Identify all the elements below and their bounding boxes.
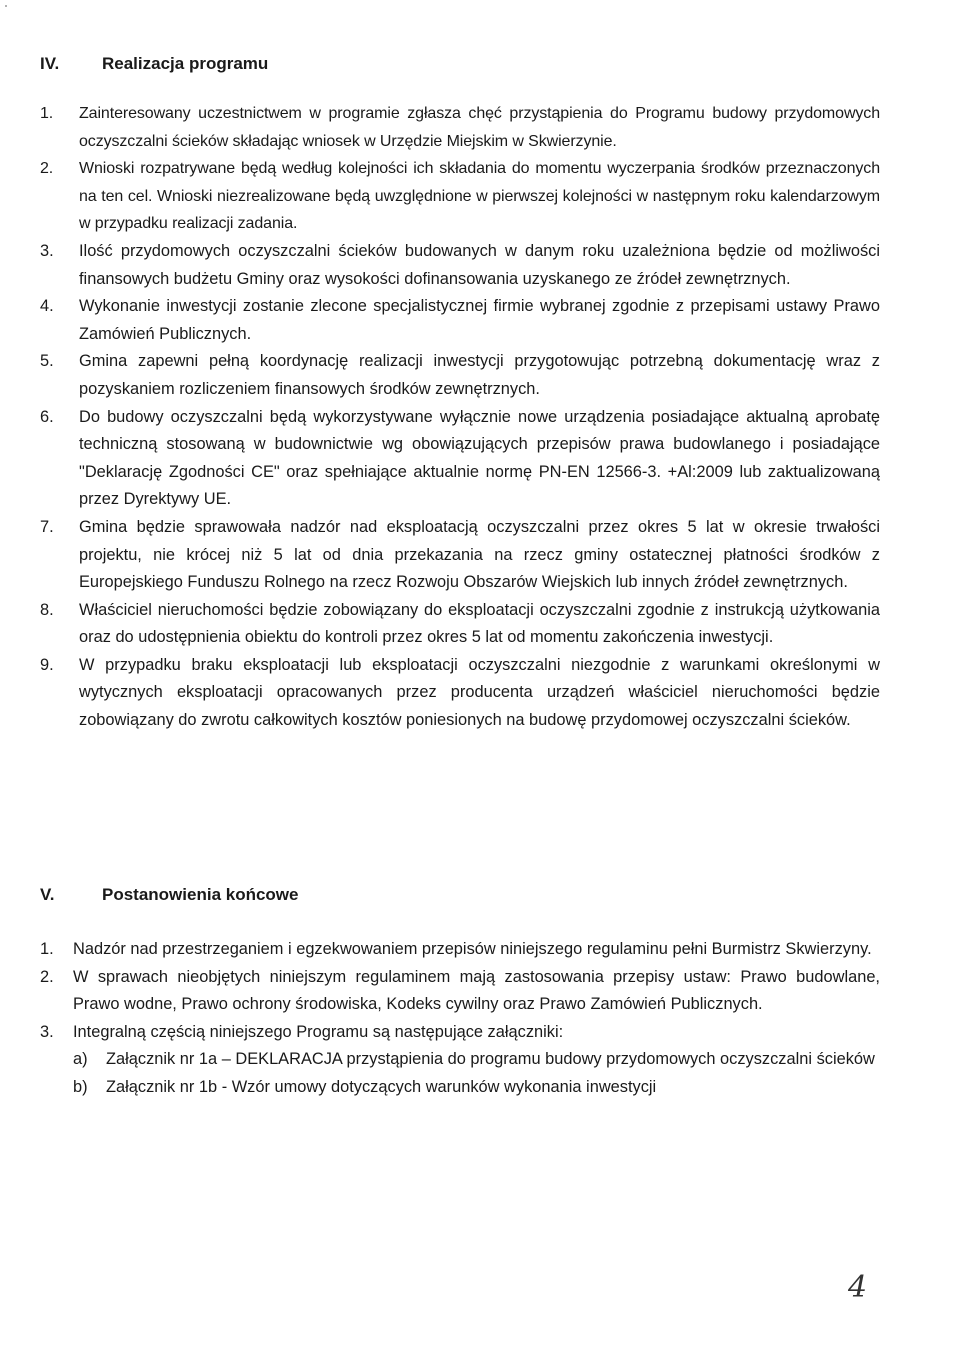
scan-speck-icon (0, 0, 20, 20)
list-item (40, 652, 880, 735)
item-number: 3. (40, 241, 54, 260)
list-item (40, 514, 880, 597)
attachments-list (73, 1046, 880, 1101)
attachment-letter: a) (73, 1050, 88, 1069)
item-number: 2. (40, 160, 54, 178)
item-text: W sprawach nieobjętych niniejszym regulaminem mają zastosowania przepisy ustaw: Prawo budowlane, Prawo wodne, Prawo ochrony środowiska, Kodeks cywilny oraz Prawo Zamówień Publicznych. (73, 967, 880, 1014)
item-text: Wykonanie inwestycji zostanie zlecone specjalistycznej firmie wybranej zgodnie z przepisami ustawy Prawo Zamówień Publicznych. (79, 297, 880, 343)
list-item (40, 100, 880, 155)
list-item (40, 936, 880, 964)
attachment-text: Załącznik nr 1b - Wzór umowy dotyczących warunków wykonania inwestycji (106, 1077, 657, 1096)
item-number: 9. (40, 655, 54, 674)
item-text: Wnioski rozpatrywane będą według kolejności ich składania do momentu wyczerpania środków przeznaczonych na ten cel. Wnioski niezrealizowane będą uwzględnione w pierwszej kolejności w następnym roku kalendarzowym w przypadku realizacji zadania. (79, 160, 880, 233)
item-text: Gmina zapewni pełną koordynację realizacji inwestycji przygotowując potrzebną dokumentację wraz z pozyskaniem rozliczeniem finansowych środków zewnętrznych. (79, 352, 880, 398)
attachment-item (73, 1074, 880, 1102)
item-text: Gmina będzie sprawowała nadzór nad eksploatacją oczyszczalni przez okres 5 lat w okresie trwałości projektu, nie krócej niż 5 lat od dnia przekazania na rzecz gminy ostatecznej płatności środków z Europejskiego Funduszu Rolnego na rzecz Rozwoju Obszarów Wiejskich lub innych źródeł zewnętrznych. (79, 517, 880, 592)
list-item (40, 155, 880, 238)
list-item (40, 293, 880, 348)
item-text: Do budowy oczyszczalni będą wykorzystywane wyłącznie nowe urządzenia posiadające aktualną aprobatę techniczną stosowaną w budownictwie wg obowiązujących przepisów prawa budowlanego i posiadające "Deklarację Zgodności CE" oraz spełniające aktualnie normę PN-EN 12566-3. +Al:2009 lub zaktualizowaną przez Dyrektywy UE. (79, 407, 880, 509)
item-text: Właściciel nieruchomości będzie zobowiązany do eksploatacji oczyszczalni zgodnie z instrukcją użytkowania oraz do udostępnienia obiektu do kontroli przez okres 5 lat od momentu zakończenia inwestycji. (79, 600, 880, 647)
list-item (40, 964, 880, 1019)
list-item (40, 348, 880, 403)
page-number: 4 (848, 1270, 868, 1305)
item-number: 1. (40, 105, 54, 122)
item-text: Integralną częścią niniejszego Programu są następujące załączniki: (73, 1022, 564, 1041)
item-text: Ilość przydomowych oczyszczalni ścieków budowanych w danym roku uzależniona będzie od możliwości finansowych budżetu Gminy oraz wysokości dofinansowania uzyskanego ze źródeł zewnętrznych. (79, 241, 880, 288)
item-number: 1. (40, 940, 54, 958)
section-4-heading (40, 53, 268, 75)
section-4-list (40, 100, 880, 735)
item-text: W przypadku braku eksploatacji lub eksploatacji oczyszczalni niezgodnie z warunkami określonymi w wytycznych eksploatacji opracowanych przez producenta urządzeń właściciel nieruchomości będzie zobowiązany do zwrotu całkowitych kosztów poniesionych na budowę przydomowej oczyszczalni ścieków. (79, 655, 880, 730)
section-4-title: Realizacja programu (102, 54, 269, 73)
item-number: 2. (40, 967, 54, 986)
section-5-heading (40, 884, 299, 906)
list-item (40, 1019, 880, 1102)
attachment-text: Załącznik nr 1a – DEKLARACJA przystąpienia do programu budowy przydomowych oczyszczalni ścieków (106, 1050, 875, 1069)
section-4-number: IV. (40, 54, 60, 73)
section-5-list (40, 936, 880, 1102)
section-5-number: V. (40, 885, 55, 904)
attachment-item (73, 1046, 880, 1074)
list-item (40, 238, 880, 293)
item-text: Nadzór nad przestrzeganiem i egzekwowaniem przepisów niniejszego regulaminu pełni Burmistrz Skwierzyny. (73, 940, 872, 958)
item-number: 6. (40, 407, 54, 426)
item-number: 8. (40, 600, 54, 619)
list-item (40, 597, 880, 652)
item-number: 5. (40, 352, 54, 371)
item-number: 3. (40, 1022, 54, 1041)
item-text: Zainteresowany uczestnictwem w programie zgłasza chęć przystąpienia do Programu budowy przydomowych oczyszczalni ścieków składając wniosek w Urzędzie Miejskim w Skwierzynie. (79, 105, 880, 150)
attachment-letter: b) (73, 1077, 88, 1096)
section-5-title: Postanowienia końcowe (102, 885, 299, 904)
list-item (40, 404, 880, 514)
item-number: 4. (40, 297, 54, 316)
item-number: 7. (40, 517, 54, 536)
